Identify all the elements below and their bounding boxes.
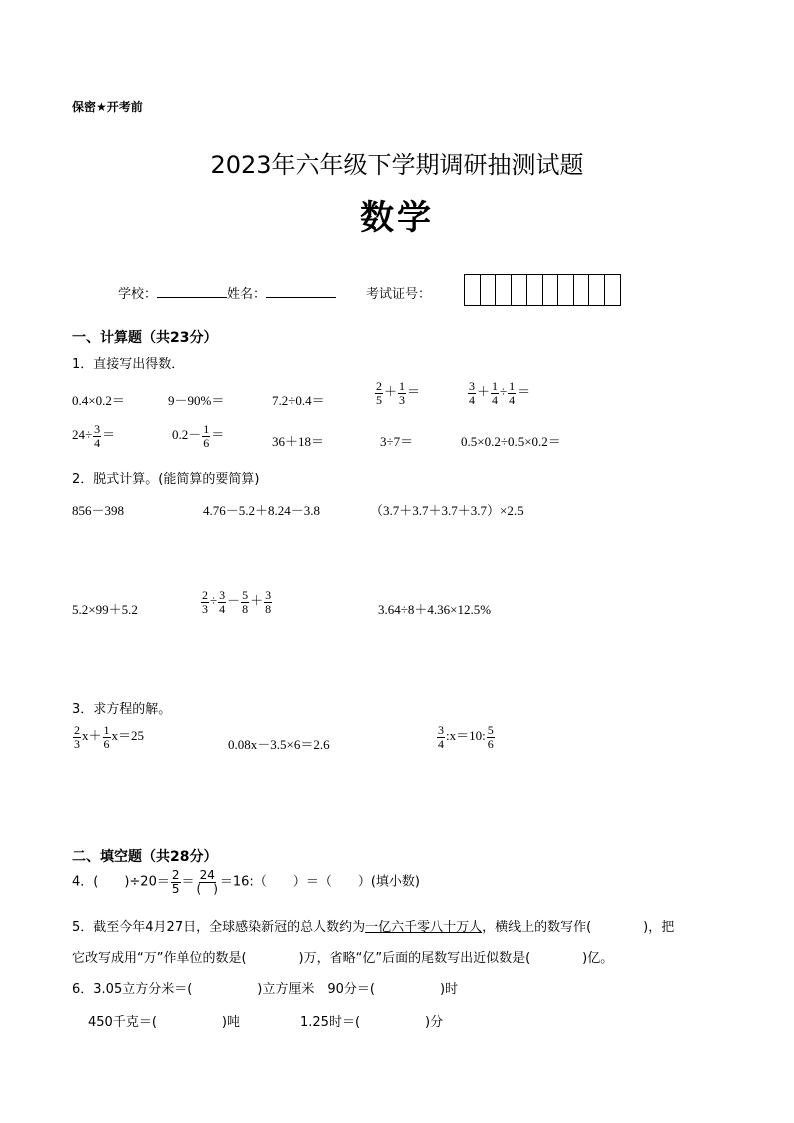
exam-id-box[interactable]	[481, 275, 497, 305]
section-2-title: 二、填空题（共28分）	[72, 849, 218, 865]
subject-title: 数学	[360, 198, 434, 238]
calc-1e: $\frac{3}{4}$ ＋ $\frac{1}{4}$ ÷ $\frac{1}{4}$ ＝	[469, 379, 531, 407]
name-field[interactable]	[266, 283, 336, 298]
calc-3c: （3.7＋3.7＋3.7＋3.7）×2.5	[370, 503, 524, 518]
equation-b: 0.08x－3.5×6＝2.6	[228, 737, 330, 752]
calc-4c: 3.64÷8＋4.36×12.5%	[378, 602, 492, 617]
school-field[interactable]	[157, 283, 227, 298]
question-6-line-2b: 1.25时＝( )分	[300, 1015, 444, 1030]
exam-id-box[interactable]	[527, 275, 543, 305]
question-2: 2．脱式计算。(能简算的要简算)	[72, 472, 260, 487]
exam-id-boxes[interactable]	[464, 274, 621, 306]
calc-1b: 9－90%＝	[168, 393, 225, 408]
calc-2d: 3÷7＝	[380, 434, 414, 449]
calc-1a: 0.4×0.2＝	[72, 393, 125, 408]
calc-1c: 7.2÷0.4＝	[272, 393, 325, 408]
equation-a: $\frac{2}{3}$ x＋ $\frac{1}{6}$ x＝25	[74, 723, 145, 751]
section-1-title: 一、计算题（共23分）	[72, 330, 218, 346]
exam-id-box[interactable]	[589, 275, 605, 305]
exam-id-box[interactable]	[512, 275, 528, 305]
question-4: 4．( )÷20＝ $\frac{2}{5}$ ＝ $\frac{24}{( )}$ ＝16:（ ）＝（ ）(填小数)	[72, 868, 420, 896]
confidential-label: 保密★开考前	[72, 100, 143, 114]
underlined-number: 一亿六千零八十万人	[365, 920, 483, 935]
calc-3a: 856－398	[72, 503, 125, 518]
question-6-line-2a: 450千克＝( )吨	[88, 1015, 240, 1030]
calc-2a: 24÷ $\frac{3}{4}$ ＝	[72, 422, 116, 450]
calc-4a: 5.2×99＋5.2	[72, 602, 138, 617]
exam-id-box[interactable]	[543, 275, 559, 305]
question-5-line-1: 5．截至今年4月27日，全球感染新冠的总人数约为一亿六千零八十万人，横线上的数写作( )，把	[72, 920, 675, 935]
exam-id-box[interactable]	[605, 275, 621, 305]
equation-c: $\frac{3}{4}$ :x＝10: $\frac{5}{6}$	[438, 723, 494, 751]
question-3: 3．求方程的解。	[72, 702, 172, 717]
page-title: 2023年六年级下学期调研抽测试题	[210, 151, 584, 179]
calc-1d: $\frac{2}{5}$ ＋ $\frac{1}{3}$ ＝	[376, 379, 421, 407]
calc-2c: 36＋18＝	[272, 434, 325, 449]
school-label: 学校：	[118, 287, 158, 302]
calc-3b: 4.76－5.2＋8.24－3.8	[203, 503, 321, 518]
exam-id-box[interactable]	[496, 275, 512, 305]
question-1: 1．直接写出得数．	[72, 357, 185, 372]
exam-id-label: 考试证号：	[366, 287, 432, 302]
exam-id-box[interactable]	[558, 275, 574, 305]
calc-2b: 0.2－ $\frac{1}{6}$ ＝	[172, 422, 225, 450]
exam-id-box[interactable]	[574, 275, 590, 305]
calc-4b: $\frac{2}{3}$ ÷ $\frac{3}{4}$ － $\frac{5}{8}$ ＋ $\frac{3}{8}$	[202, 588, 272, 616]
info-line	[118, 283, 336, 302]
exam-id-box[interactable]	[465, 275, 481, 305]
question-5-line-2: 它改写成用“万”作单位的数是( )万，省略“亿”后面的尾数写出近似数是( )亿。	[72, 951, 614, 966]
calc-2e: 0.5×0.2÷0.5×0.2＝	[461, 434, 561, 449]
name-label: 姓名：	[227, 287, 267, 302]
question-6-line-1: 6．3.05立方分米＝( )立方厘米 90分＝( )时	[72, 982, 459, 997]
